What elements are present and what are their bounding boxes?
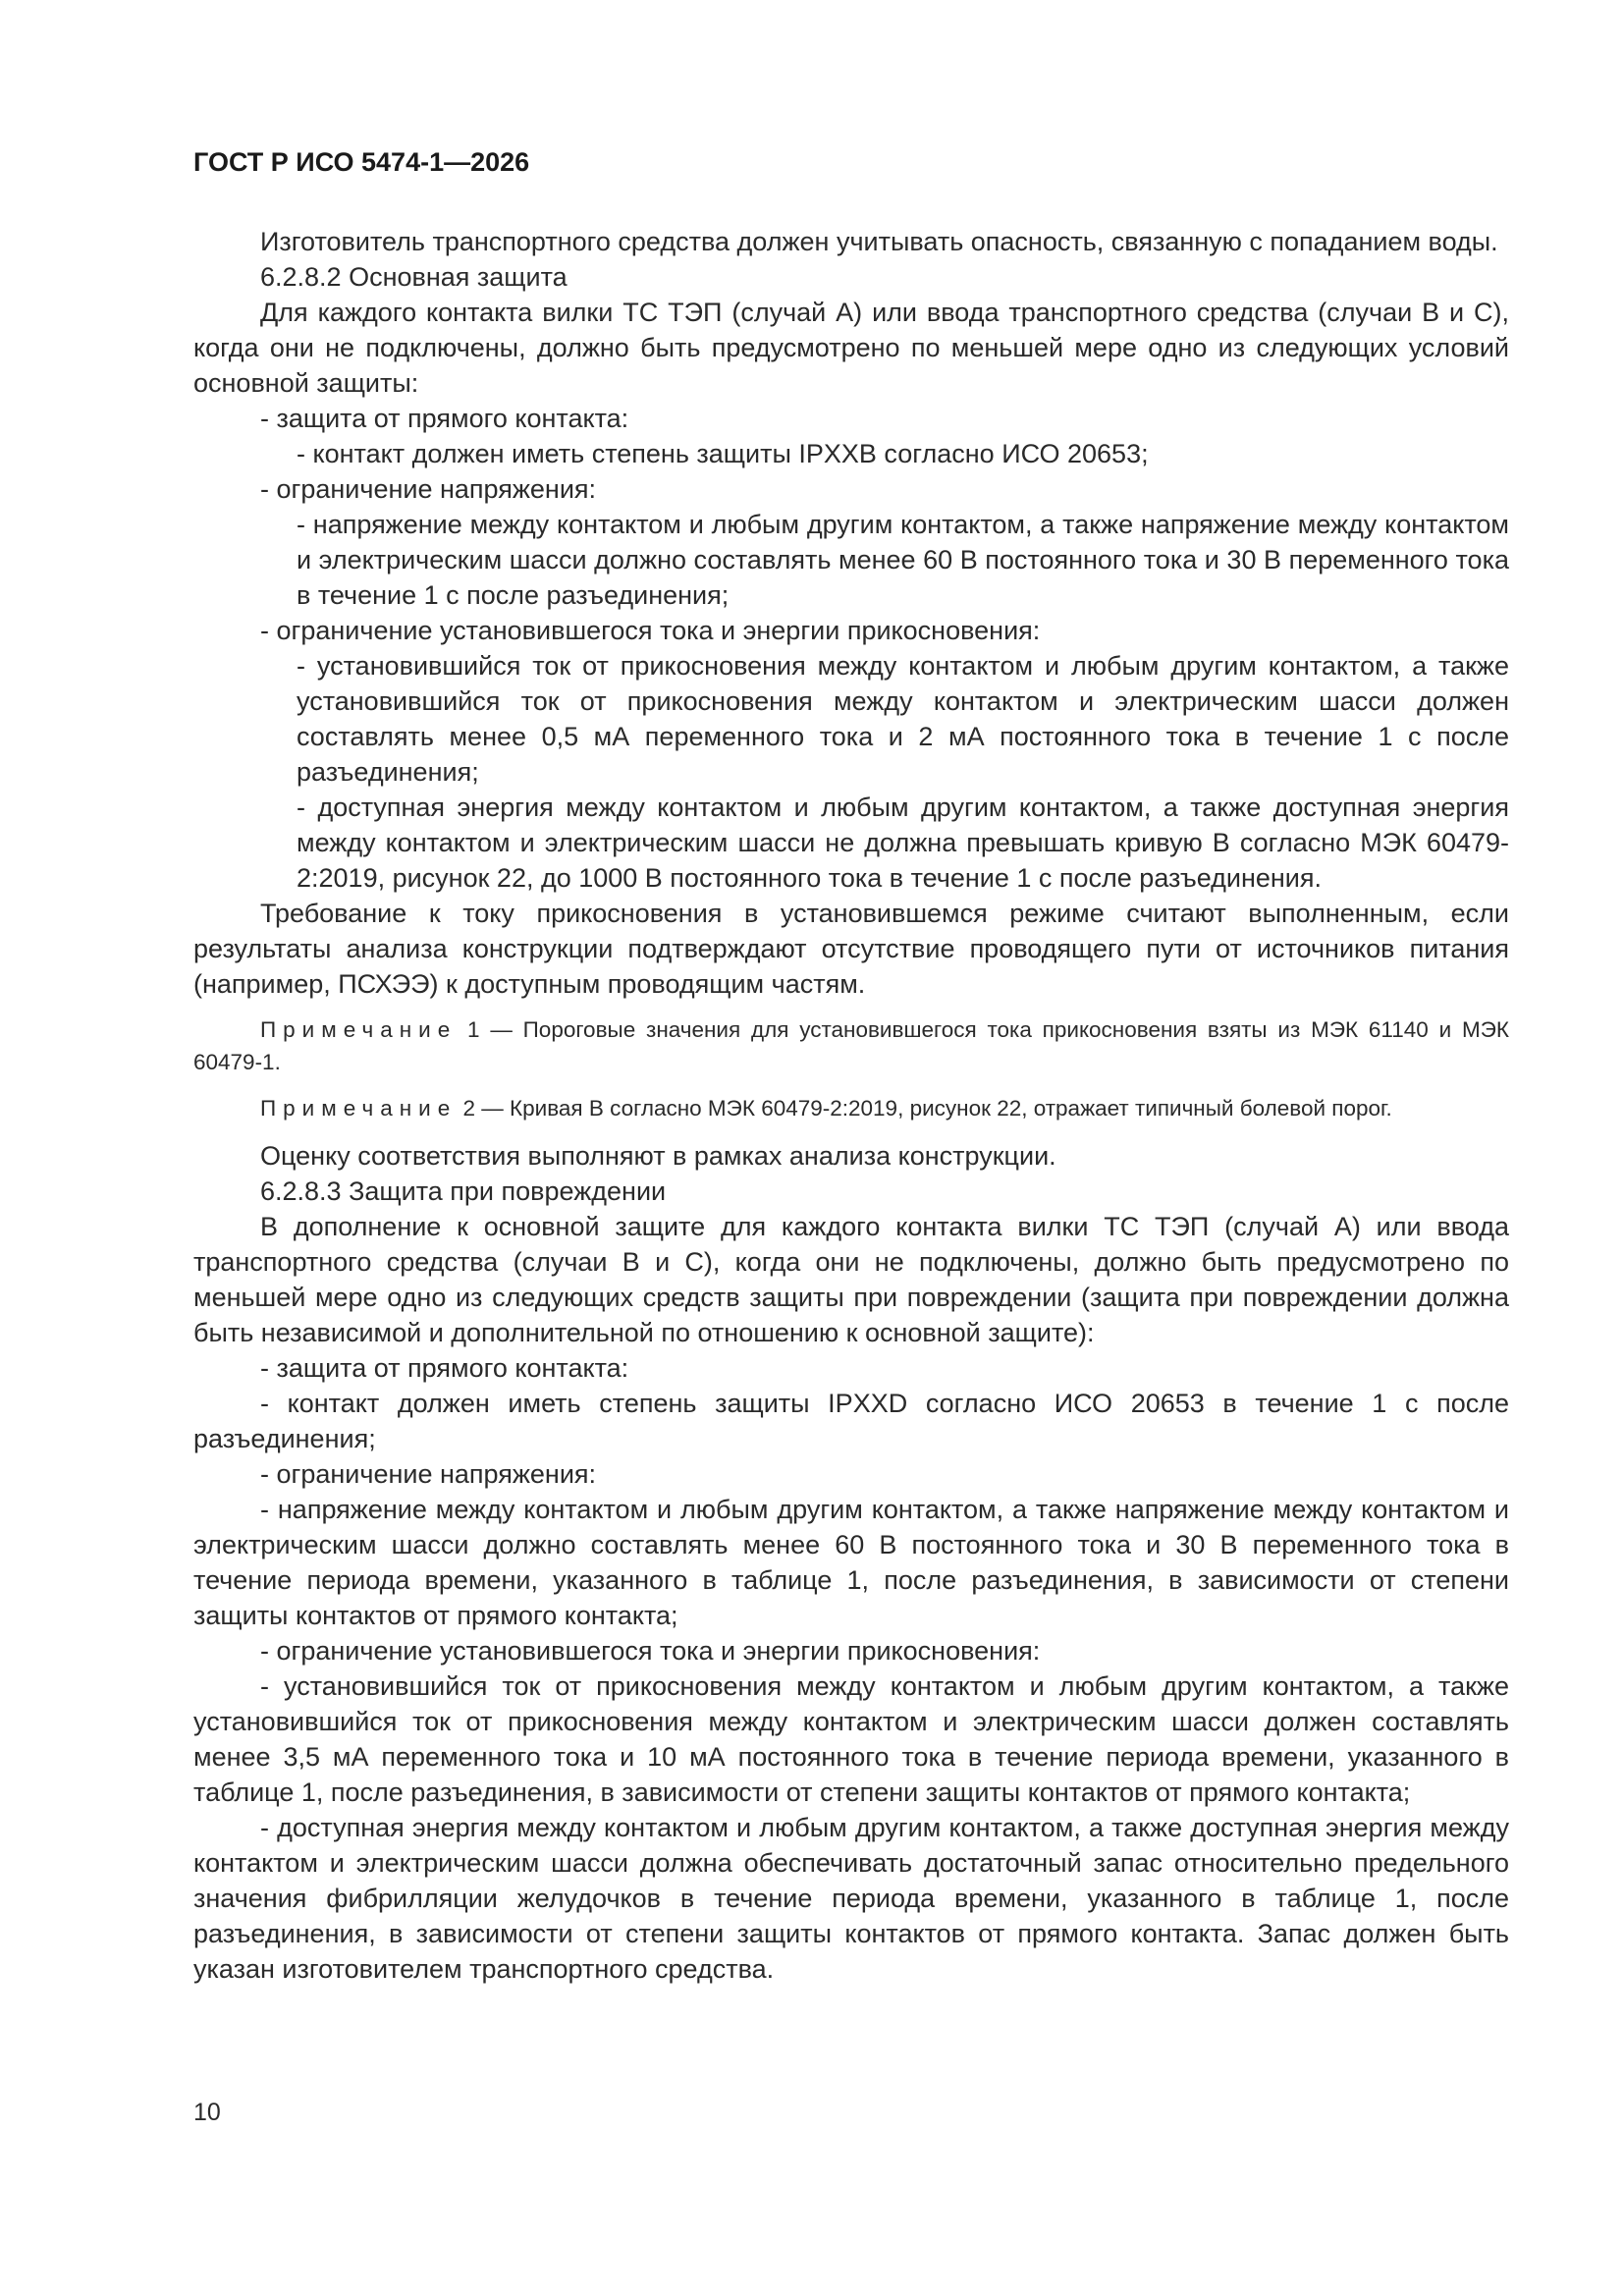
list-item: - ограничение установившегося тока и энергии прикосновения: (260, 616, 1041, 645)
paragraph: Изготовитель транспортного средства должен учитывать опасность, связанную с попаданием воды. (260, 227, 1498, 256)
paragraph: Оценку соответствия выполняют в рамках анализа конструкции. (260, 1141, 1056, 1171)
list-subitem: - контакт должен иметь степень защиты IPXXB согласно ИСО 20653; (297, 439, 1149, 468)
list-item: - напряжение между контактом и любым другим контактом, а также напряжение между контактом и электрическим шасси должно составлять менее 60 В постоянного тока и 30 В переменного тока в течение периода времени, указанного в таблице 1, после разъединения, в зависимости от степени защиты контактов от прямого контакта; (193, 1495, 1509, 1630)
paragraph: Для каждого контакта вилки ТС ТЭП (случай А) или ввода транспортного средства (случаи В и С), когда они не подключены, должно быть предусмотрено по меньшей мере одно из следующих условий основной защиты: (193, 298, 1509, 398)
note (193, 1092, 1509, 1124)
note-text: 2 — Кривая В согласно МЭК 60479-2:2019, рисунок 22, отражает типичный болевой порог. (462, 1096, 1392, 1121)
list-item: - доступная энергия между контактом и любым другим контактом, а также доступная энергия между контактом и электрическим шасси должна обеспечивать достаточный запас относительно предельного значения фибрилляции желудочков в течение периода времени, указанного в таблице 1, после разъединения, в зависимости от степени защиты контактов от прямого контакта. Запас должен быть указан изготовителем транспортного средства. (193, 1813, 1509, 1984)
page-number: 10 (193, 2099, 221, 2126)
list-item: - защита от прямого контакта: (260, 1353, 629, 1383)
note-label: Примечание (260, 1096, 458, 1121)
note-text: 1 — Пороговые значения для установившегося тока прикосновения взяты из МЭК 61140 и МЭК 60479-1. (193, 1017, 1509, 1074)
section-heading: 6.2.8.2 Основная защита (260, 262, 568, 292)
list-item: - установившийся ток от прикосновения между контактом и любым другим контактом, а также установившийся ток от прикосновения между контактом и электрическим шасси должен составлять менее 3,5 мА переменного тока и 10 мА постоянного тока в течение периода времени, указанного в таблице 1, после разъединения, в зависимости от степени защиты контактов от прямого контакта; (193, 1671, 1509, 1807)
paragraph: В дополнение к основной защите для каждого контакта вилки ТС ТЭП (случай А) или ввода транспортного средства (случаи В и С), когда они не подключены, должно быть предусмотрено по меньшей мере одно из следующих средств защиты при повреждении (защита при повреждении должна быть независимой и дополнительной по отношению к основной защите): (193, 1212, 1509, 1347)
paragraph: Требование к току прикосновения в установившемся режиме считают выполненным, если результаты анализа конструкции подтверждают отсутствие проводящего пути от источников питания (например, ПСХЭЭ) к доступным проводящим частям. (193, 899, 1509, 999)
note (193, 1013, 1509, 1078)
list-item: - ограничение напряжения: (260, 1459, 597, 1489)
list-item: - ограничение напряжения: (260, 474, 597, 504)
section-heading: 6.2.8.3 Защита при повреждении (260, 1176, 667, 1206)
list-subitem: - установившийся ток от прикосновения между контактом и любым другим контактом, а также установившийся ток от прикосновения между контактом и электрическим шасси должен составлять менее 0,5 мА переменного тока и 2 мА постоянного тока в течение 1 с после разъединения; (297, 651, 1509, 787)
document-body (193, 224, 1509, 1987)
list-item: - ограничение установившегося тока и энергии прикосновения: (260, 1636, 1041, 1666)
list-subitem: - напряжение между контактом и любым другим контактом, а также напряжение между контактом и электрическим шасси должно составлять менее 60 В постоянного тока и 30 В переменного тока в течение 1 с после разъединения; (297, 510, 1509, 610)
list-item: - контакт должен иметь степень защиты IPXXD согласно ИСО 20653 в течение 1 с после разъединения; (193, 1389, 1509, 1453)
list-subitem: - доступная энергия между контактом и любым другим контактом, а также доступная энергия между контактом и электрическим шасси не должна превышать кривую В согласно МЭК 60479-2:2019, рисунок 22, до 1000 В постоянного тока в течение 1 с после разъединения. (297, 793, 1509, 893)
note-label: Примечание (260, 1017, 458, 1042)
document-header: ГОСТ Р ИСО 5474-1—2026 (193, 147, 530, 177)
list-item: - защита от прямого контакта: (260, 404, 629, 433)
